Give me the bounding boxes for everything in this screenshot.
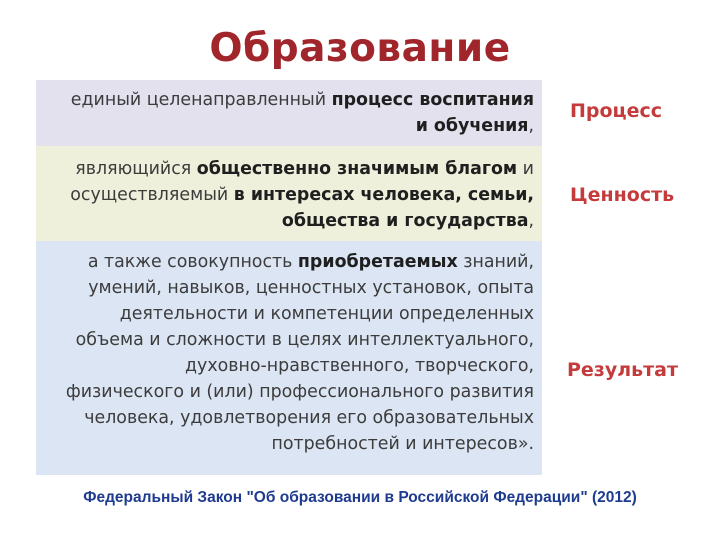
bold-text: общества и государства xyxy=(281,211,529,231)
definition-line: объема и сложности в целях интеллектуального, xyxy=(75,330,534,350)
bold-text: процесс воспитания xyxy=(331,90,534,110)
definition-line xyxy=(44,113,534,139)
definition-line: человека, удовлетворения его образовательных xyxy=(84,408,534,428)
plain-text: являющийся xyxy=(75,159,197,179)
bold-text: в интересах человека, семьи, xyxy=(233,185,534,205)
bold-text: общественно значимым благом xyxy=(196,159,518,179)
definition-block-process xyxy=(36,80,542,146)
definition-block-value xyxy=(36,146,542,241)
definition-line: умений, навыков, ценностных установок, опыта xyxy=(88,278,534,298)
plain-text: осуществляемый xyxy=(70,185,234,205)
definition-line xyxy=(44,208,534,234)
definition-line xyxy=(44,156,534,182)
label-process: Процесс xyxy=(570,100,663,122)
definition-block-result xyxy=(36,241,542,475)
definition-line xyxy=(44,182,534,208)
slide-title: Образование xyxy=(209,26,511,71)
plain-text: а также совокупность xyxy=(87,252,298,272)
bold-text: и обучения xyxy=(415,116,529,136)
definition-line xyxy=(44,87,534,113)
plain-text: и xyxy=(517,159,534,179)
definition-line: деятельности и компетенции определенных xyxy=(119,304,534,324)
punctuation: , xyxy=(528,211,534,231)
definition-line: физического и (или) профессионального развития xyxy=(65,382,534,402)
definition-line: духовно-нравственного, творческого, xyxy=(185,356,534,376)
definition-line: потребностей и интересов». xyxy=(271,434,534,454)
label-value: Ценность xyxy=(570,184,675,206)
plain-text: единый целенаправленный xyxy=(70,90,332,110)
punctuation: , xyxy=(528,116,534,136)
definition-line xyxy=(44,249,534,275)
plain-text: знаний, xyxy=(457,252,534,272)
bold-text: приобретаемых xyxy=(297,252,458,272)
source-citation: Федеральный Закон "Об образовании в Российской Федерации" (2012) xyxy=(83,489,637,506)
label-result: Результат xyxy=(567,359,679,381)
